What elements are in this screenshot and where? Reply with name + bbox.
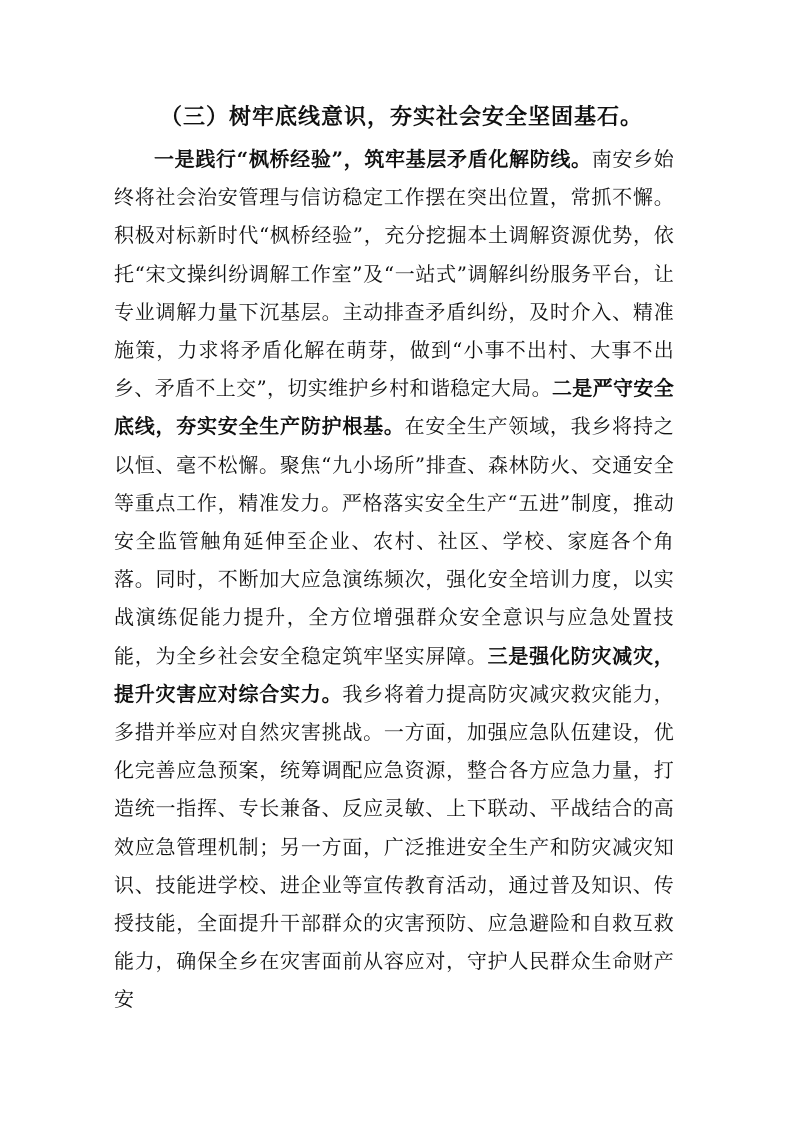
lead-sentence-3: 三是强化防灾减灾，提升灾害应对综合实力。 bbox=[114, 643, 674, 706]
paragraph-text-3: 我乡将着力提高防灾减灾救灾能力，多措并举应对自然灾害挑战。一方面，加强应急队伍建设，优化完善应急预案，统筹调配应急资源，整合各方应急力量，打造统一指挥、专长兼备、反应灵敏、上下联动、平战结合的高效应急管理机制；另一方面，广泛推进安全生产和防灾减灾知识、技能进学校、进企业等宣传教育活动，通过普及知识、传授技能，全面提升干部群众的灾害预防、应急避险和自救互救能力，确保全乡在灾害面前从容应对，守护人民群众生命财产安 bbox=[114, 681, 674, 1012]
lead-sentence-1: 一是践行“枫桥经验”，筑牢基层矛盾化解防线。 bbox=[154, 147, 592, 171]
paragraph-text-2: 在安全生产领域，我乡将持之以恒、毫不松懈。聚焦“九小场所”排查、森林防火、交通安全等重点工作，精准发力。严格落实安全生产“五进”制度，推动安全监管触角延伸至企业、农村、社区、学校、家庭各个角落。同时，不断加大应急演练频次，强化安全培训力度，以实战演练促能力提升，全方位增强群众安全意识与应急处置技能，为全乡社会安全稳定筑牢坚实屏障。 bbox=[114, 414, 674, 668]
section-heading: （三）树牢底线意识，夯实社会安全坚固基石。 bbox=[159, 104, 643, 130]
lead-sentence-2: 二是严守安全底线，夯实安全生产防护根基。 bbox=[114, 376, 674, 439]
body-paragraph bbox=[114, 140, 674, 1019]
paragraph-text-1: 南安乡始终将社会治安管理与信访稳定工作摆在突出位置，常抓不懈。积极对标新时代“枫桥经验”，充分挖掘本土调解资源优势，依托“宋文操纠纷调解工作室”及“一站式”调解纠纷服务平台，让专业调解力量下沉基层。主动排查矛盾纠纷，及时介入、精准施策，力求将矛盾化解在萌芽，做到“小事不出村、大事不出乡、矛盾不上交”，切实维护乡村和谐稳定大局。 bbox=[114, 147, 675, 401]
